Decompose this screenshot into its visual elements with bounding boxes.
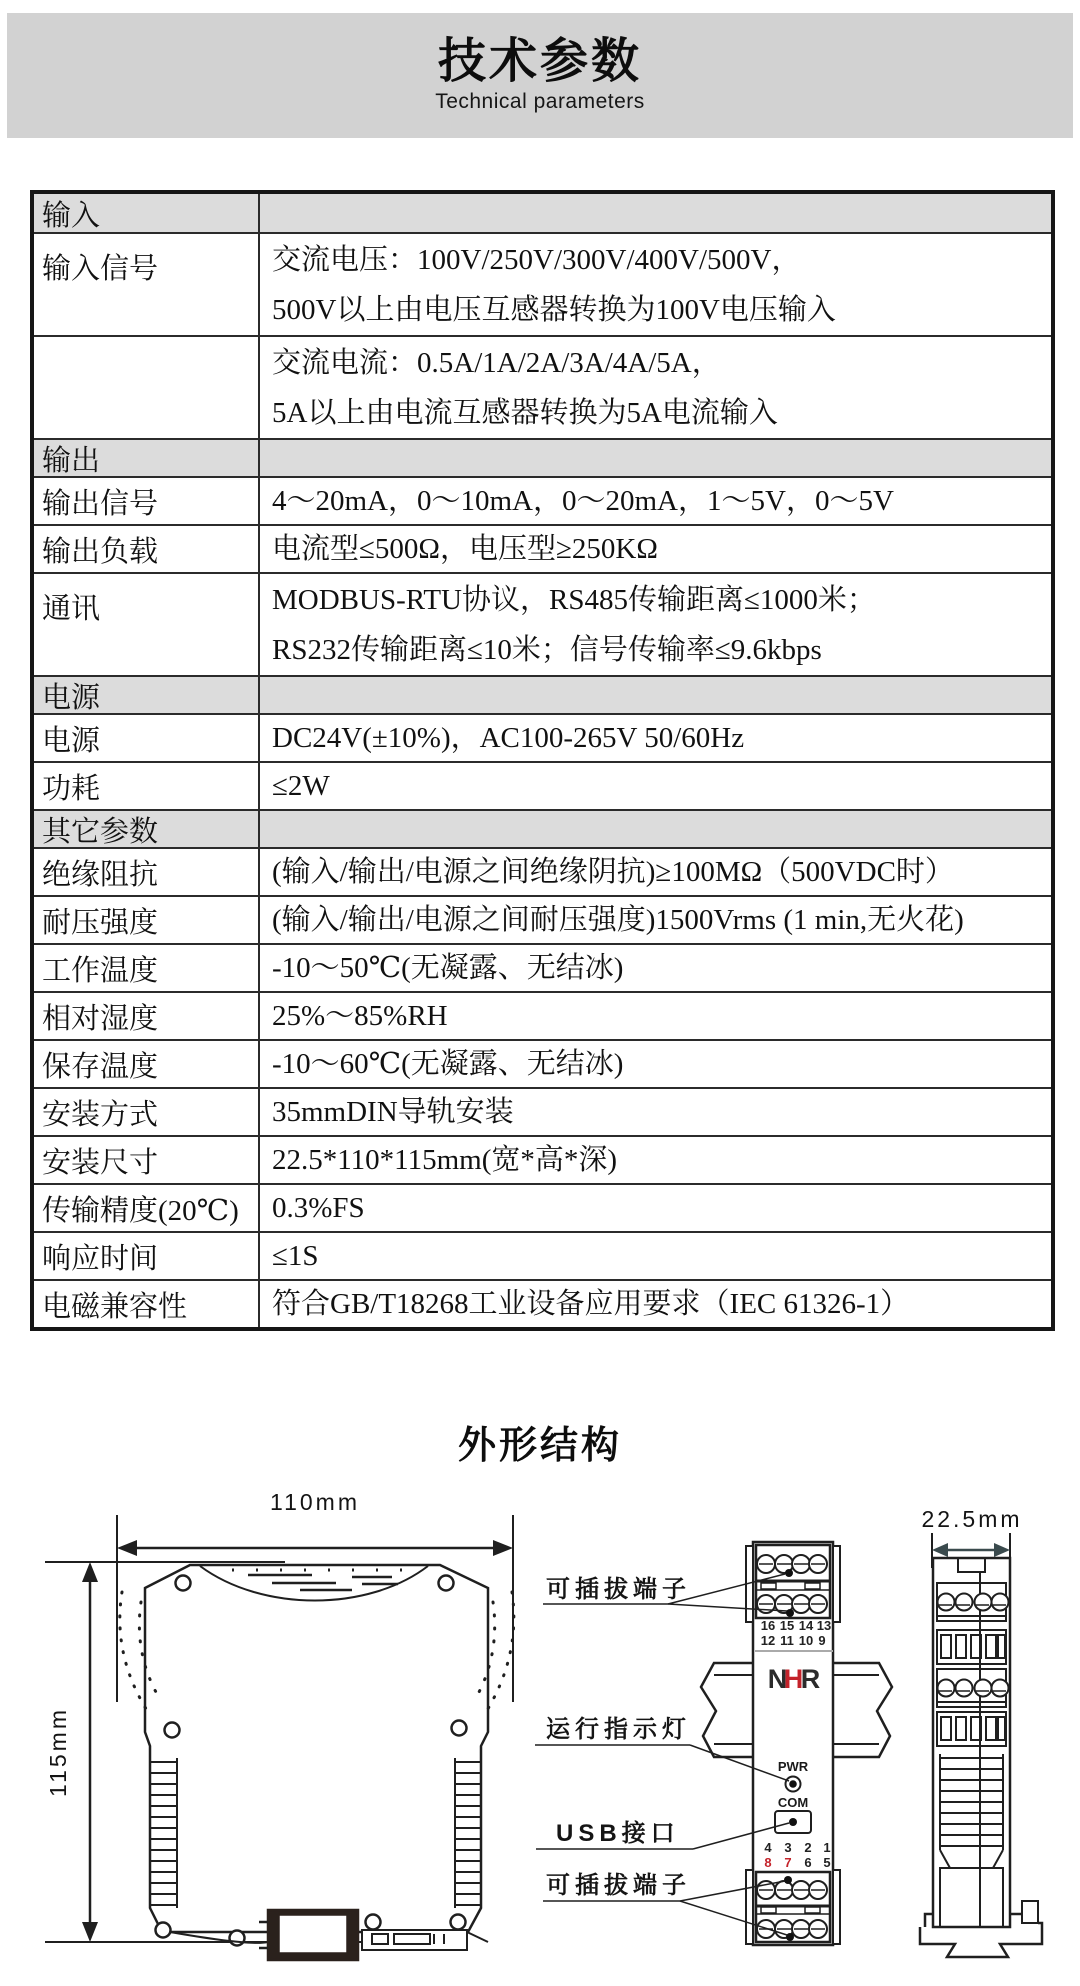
row-value bbox=[260, 763, 1051, 809]
terminal-number: 12 bbox=[760, 1633, 776, 1648]
spec-table bbox=[30, 190, 1055, 1331]
table-row bbox=[34, 1135, 1051, 1183]
row-value bbox=[260, 234, 1051, 335]
row-label: 其它参数 bbox=[34, 811, 260, 847]
table-row bbox=[34, 1039, 1051, 1087]
front-view-diagram bbox=[45, 1489, 514, 1960]
row-value bbox=[260, 849, 1051, 895]
row-value-line: 符合GB/T18268工业设备应用要求（IEC 61326-1） bbox=[272, 1288, 910, 1320]
row-label: 安装方式 bbox=[34, 1089, 260, 1135]
row-label: 输出 bbox=[34, 440, 260, 476]
row-value-line: 35mmDIN导轨安装 bbox=[272, 1096, 514, 1128]
row-value bbox=[260, 993, 1051, 1039]
table-row bbox=[34, 232, 1051, 335]
row-value-line: ≤1S bbox=[272, 1240, 319, 1272]
table-row bbox=[34, 895, 1051, 943]
com-label: COM bbox=[777, 1795, 809, 1810]
front-face-diagram bbox=[535, 1542, 892, 1945]
row-value-line: DC24V(±10%)，AC100-265V 50/60Hz bbox=[272, 722, 745, 754]
terminal-number-red: 8 bbox=[764, 1855, 772, 1870]
row-value bbox=[260, 677, 1051, 713]
terminal-number: 16 bbox=[760, 1618, 776, 1633]
table-row bbox=[34, 1087, 1051, 1135]
row-value bbox=[260, 1137, 1051, 1183]
terminal-number: 2 bbox=[804, 1840, 812, 1855]
row-label: 保存温度 bbox=[34, 1041, 260, 1087]
table-row bbox=[34, 476, 1051, 524]
terminal-number: 4 bbox=[764, 1840, 772, 1855]
row-label: 功耗 bbox=[34, 763, 260, 809]
front-width-label: 110mm bbox=[270, 1489, 360, 1515]
row-label: 电磁兼容性 bbox=[34, 1281, 260, 1327]
brand-letter-h: H bbox=[783, 1664, 803, 1694]
din-latch bbox=[362, 1930, 488, 1950]
row-label: 工作温度 bbox=[34, 945, 260, 991]
terminal-number: 1 bbox=[823, 1840, 831, 1855]
row-value bbox=[260, 897, 1051, 943]
terminal-top-label: 可插拔端子 bbox=[546, 1576, 691, 1603]
terminal-number: 13 bbox=[816, 1618, 832, 1633]
row-label: 输入 bbox=[34, 194, 260, 232]
table-row bbox=[34, 1183, 1051, 1231]
row-value-line: ≤2W bbox=[272, 770, 330, 802]
row-value bbox=[260, 1089, 1051, 1135]
row-value-line: 5A以上由电流互感器转换为5A电流输入 bbox=[272, 396, 778, 429]
row-label: 传输精度(20℃) bbox=[34, 1185, 260, 1231]
row-label: 通讯 bbox=[34, 574, 260, 675]
row-label: 输入信号 bbox=[34, 234, 260, 335]
brand-logo bbox=[768, 1664, 820, 1694]
row-value-line: (输入/输出/电源之间耐压强度)1500Vrms (1 min,无火花) bbox=[272, 904, 964, 936]
table-row bbox=[34, 713, 1051, 761]
table-row bbox=[34, 761, 1051, 809]
row-label: 相对湿度 bbox=[34, 993, 260, 1039]
table-row bbox=[34, 335, 1051, 438]
terminal-number: 5 bbox=[823, 1855, 831, 1870]
row-value bbox=[260, 574, 1051, 675]
row-value bbox=[260, 945, 1051, 991]
row-value bbox=[260, 440, 1051, 476]
front-height-label: 115mm bbox=[45, 1707, 71, 1797]
table-row bbox=[34, 572, 1051, 675]
row-value bbox=[260, 526, 1051, 572]
row-value-line: 22.5*110*115mm(宽*高*深) bbox=[272, 1144, 618, 1176]
table-row bbox=[34, 847, 1051, 895]
row-value bbox=[260, 1281, 1051, 1327]
row-label: 电源 bbox=[34, 715, 260, 761]
row-value-line: 交流电流：0.5A/1A/2A/3A/4A/5A， bbox=[272, 346, 721, 379]
row-label: 耐压强度 bbox=[34, 897, 260, 943]
brand-letter-n: N bbox=[767, 1664, 787, 1694]
terminal-number-red: 7 bbox=[784, 1855, 792, 1870]
row-value bbox=[260, 1185, 1051, 1231]
row-value bbox=[260, 337, 1051, 438]
row-value-line: -10～50℃(无凝露、无结冰) bbox=[272, 952, 624, 984]
pwr-label: PWR bbox=[777, 1759, 809, 1774]
row-value bbox=[260, 194, 1051, 232]
brand-letter-r: R bbox=[800, 1664, 820, 1694]
callout-usb bbox=[536, 1820, 789, 1849]
outline-structure-diagrams bbox=[0, 1480, 1080, 1986]
table-section-row bbox=[34, 809, 1051, 847]
terminal-number: 3 bbox=[784, 1840, 792, 1855]
dotted-arc-right bbox=[486, 1592, 514, 1712]
table-section-row bbox=[34, 438, 1051, 476]
row-label: 响应时间 bbox=[34, 1233, 260, 1279]
table-section-row bbox=[34, 194, 1051, 232]
terminal-number: 11 bbox=[780, 1633, 794, 1648]
row-value bbox=[260, 1041, 1051, 1087]
title-banner bbox=[7, 13, 1073, 138]
terminal-number: 9 bbox=[818, 1633, 826, 1648]
table-row bbox=[34, 991, 1051, 1039]
row-value bbox=[260, 478, 1051, 524]
row-label bbox=[34, 337, 260, 438]
row-label: 安装尺寸 bbox=[34, 1137, 260, 1183]
terminal-number: 6 bbox=[804, 1855, 812, 1870]
row-value-line: -10～60℃(无凝露、无结冰) bbox=[272, 1048, 624, 1080]
table-row bbox=[34, 524, 1051, 572]
callout-indicator bbox=[535, 1716, 789, 1781]
usb-port bbox=[775, 1795, 811, 1833]
side-width-label: 22.5mm bbox=[921, 1506, 1023, 1532]
row-value bbox=[260, 1233, 1051, 1279]
terminal-number: 15 bbox=[779, 1618, 795, 1633]
indicator-label: 运行指示灯 bbox=[546, 1716, 691, 1743]
row-value-line: 500V以上由电压互感器转换为100V电压输入 bbox=[272, 293, 836, 326]
row-value-line: RS232传输距离≤10米；信号传输率≤9.6kbps bbox=[272, 633, 822, 666]
terminal-bottom-label: 可插拔端子 bbox=[546, 1872, 691, 1899]
row-value-line: 0.3%FS bbox=[272, 1192, 365, 1224]
row-value-line: 交流电压：100V/250V/300V/400V/500V， bbox=[272, 243, 801, 276]
terminal-block-bottom bbox=[756, 1872, 830, 1942]
terminal-block-top bbox=[756, 1545, 830, 1618]
row-label: 绝缘阻抗 bbox=[34, 849, 260, 895]
table-row bbox=[34, 943, 1051, 991]
row-label: 输出负载 bbox=[34, 526, 260, 572]
usb-label: USB接口 bbox=[556, 1820, 680, 1847]
row-value-line: MODBUS-RTU协议，RS485传输距离≤1000米； bbox=[272, 583, 876, 616]
terminal-number: 14 bbox=[798, 1618, 814, 1633]
page-title: 技术参数 bbox=[437, 35, 642, 89]
table-row bbox=[34, 1279, 1051, 1327]
row-label: 电源 bbox=[34, 677, 260, 713]
power-connector bbox=[259, 1910, 358, 1960]
row-value bbox=[260, 811, 1051, 847]
side-view-diagram bbox=[920, 1506, 1042, 1957]
page-subtitle: Technical parameters bbox=[435, 89, 645, 113]
table-row bbox=[34, 1231, 1051, 1279]
row-label: 输出信号 bbox=[34, 478, 260, 524]
row-value-line: 25%～85%RH bbox=[272, 1000, 448, 1032]
row-value bbox=[260, 715, 1051, 761]
row-value-line: 电流型≤500Ω，电压型≥250KΩ bbox=[272, 533, 658, 565]
structure-drawing bbox=[0, 1480, 1080, 1986]
table-section-row bbox=[34, 675, 1051, 713]
terminal-number: 10 bbox=[798, 1633, 814, 1648]
row-value-line: (输入/输出/电源之间绝缘阴抗)≥100MΩ（500VDC时） bbox=[272, 856, 954, 888]
row-value-line: 4～20mA，0～10mA，0～20mA，1～5V，0～5V bbox=[272, 485, 894, 517]
module-outline bbox=[120, 1565, 514, 1960]
structure-section-title: 外形结构 bbox=[457, 1425, 622, 1467]
side-module-body bbox=[933, 1558, 1010, 1927]
